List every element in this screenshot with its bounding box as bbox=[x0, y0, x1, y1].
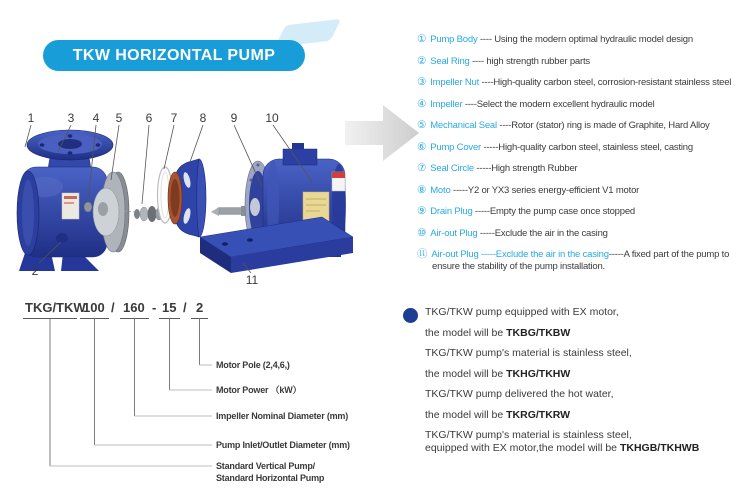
circled-number-icon: ⑧ bbox=[417, 183, 427, 196]
part-name: Seal Circle bbox=[430, 163, 474, 174]
model-code-slash2: / bbox=[183, 300, 187, 315]
nameplate bbox=[62, 193, 79, 219]
model-code-dash: - bbox=[152, 300, 157, 315]
part-name: Air-out Plug bbox=[431, 249, 479, 260]
circled-number-icon: ⑪ bbox=[417, 248, 428, 260]
part-desc: -----High-quality carbon steel, stainless steel, casting bbox=[481, 141, 693, 153]
list-item bbox=[417, 205, 755, 218]
code-drop-lines bbox=[50, 319, 200, 467]
part-desc: ----Select the modern excellent hydraulic model bbox=[462, 98, 655, 110]
variant-model-code: TKHG/TKHW bbox=[506, 367, 571, 380]
list-item bbox=[417, 141, 755, 154]
label-inlet-diam: Pump Inlet/Outlet Diameter (mm) bbox=[216, 440, 350, 450]
model-code-impeller: 160 bbox=[123, 300, 145, 315]
variant-line-prefix: the model will be bbox=[425, 367, 507, 380]
model-code-slash: / bbox=[111, 300, 115, 315]
variant-line-prefix: the model will be bbox=[425, 326, 507, 339]
parts-list bbox=[417, 33, 755, 282]
terminal-box bbox=[283, 149, 317, 165]
part-number-9: 9 bbox=[230, 111, 238, 125]
part-number-4: 4 bbox=[92, 111, 100, 125]
variant-line bbox=[425, 442, 755, 454]
circled-number-icon: ② bbox=[417, 54, 427, 67]
part-name: Mechanical Seal bbox=[430, 120, 497, 131]
model-code-inlet: 100 bbox=[83, 300, 105, 315]
part-number-8: 8 bbox=[199, 111, 207, 125]
variant-line: TKG/TKW pump delivered the hot water, bbox=[425, 388, 614, 400]
bullet-circle-icon bbox=[403, 308, 418, 323]
variant-line: TKG/TKW pump equipped with EX motor, bbox=[425, 306, 619, 318]
base-plate bbox=[200, 217, 353, 273]
part-number-6: 6 bbox=[145, 111, 153, 125]
arrow-right-icon bbox=[345, 105, 419, 161]
part-desc: ---- Using the modern optimal hydraulic model design bbox=[477, 34, 693, 45]
part-number-3: 3 bbox=[67, 111, 75, 125]
part-number-2: 2 bbox=[31, 264, 39, 278]
variant-model-code: TKHGB/TKHWB bbox=[619, 442, 700, 454]
part-desc-blue: -----Exclude the air in the casing bbox=[478, 249, 609, 260]
model-code-line bbox=[25, 300, 203, 315]
code-labels bbox=[216, 360, 350, 483]
part-number-10: 10 bbox=[265, 111, 279, 125]
list-item bbox=[417, 227, 755, 240]
motor-label-red bbox=[332, 172, 345, 191]
part-desc: -----Y2 or YX3 series energy-efficient V1 motor bbox=[450, 184, 640, 196]
page-title: TKW HORIZONTAL PUMP bbox=[72, 46, 276, 64]
circled-number-icon: ⑦ bbox=[417, 162, 427, 174]
circled-number-icon: ⑥ bbox=[417, 140, 427, 153]
list-item bbox=[417, 162, 755, 175]
variant-line-prefix: the model will be bbox=[425, 408, 507, 421]
part-name: Impeller bbox=[430, 98, 463, 110]
code-connectors bbox=[50, 365, 212, 466]
variant-line: TKG/TKW pump's material is stainless steel, bbox=[425, 429, 632, 441]
pump-exploded-diagram bbox=[15, 95, 420, 290]
model-code-prefix: TKG/TKW bbox=[25, 300, 86, 315]
part-name: Pump Body bbox=[430, 34, 478, 45]
variant-model-code: TKBG/TKBW bbox=[506, 326, 571, 339]
part-number-7: 7 bbox=[170, 111, 178, 125]
drain-plug bbox=[56, 233, 68, 243]
title-banner bbox=[43, 40, 305, 71]
list-item bbox=[417, 76, 755, 89]
model-code-pole: 2 bbox=[196, 300, 204, 315]
impeller-nut bbox=[84, 202, 92, 212]
part-name: Air-out Plug bbox=[430, 227, 478, 239]
pump-cover bbox=[168, 159, 206, 237]
label-impeller-diam: Impeller Nominal Diameter (mm) bbox=[216, 411, 349, 421]
part-desc: -----High strength Rubber bbox=[473, 163, 578, 174]
variant-line: TKG/TKW pump's material is stainless steel, bbox=[425, 347, 632, 359]
part-desc: ----Rotor (stator) ring is made of Graphite, Hard Alloy bbox=[496, 120, 710, 131]
circled-number-icon: ⑤ bbox=[417, 119, 427, 131]
variant-line bbox=[425, 327, 755, 339]
circled-number-icon: ④ bbox=[417, 97, 427, 110]
variant-model-code: TKRG/TKRW bbox=[506, 408, 571, 421]
circled-number-icon: ③ bbox=[417, 76, 427, 88]
part-name: Seal Ring bbox=[430, 55, 470, 67]
list-item bbox=[417, 33, 755, 46]
label-prefix-line2: Standard Horizontal Pump bbox=[216, 473, 325, 483]
circled-number-icon: ① bbox=[417, 33, 427, 45]
part-name: Drain Plug bbox=[430, 206, 473, 217]
variant-line-prefix: equipped with EX motor,the model will be bbox=[425, 442, 620, 454]
part-desc: ----High-quality carbon steel, corrosion-resistant stainless steel bbox=[479, 77, 732, 88]
model-variants-text bbox=[425, 306, 755, 454]
part-desc: -----Exclude the air in the casing bbox=[477, 227, 608, 239]
part-number-1: 1 bbox=[27, 111, 35, 125]
part-desc: ---- high strength rubber parts bbox=[469, 55, 590, 67]
part-name: Impeller Nut bbox=[430, 77, 480, 88]
model-variants-section bbox=[403, 306, 755, 463]
circled-number-icon: ⑩ bbox=[417, 226, 427, 239]
list-item bbox=[417, 248, 755, 273]
part-desc: -----A fixed part of the pump to ensure the stability of the pump installation. bbox=[432, 249, 730, 272]
label-prefix-line1: Standard Vertical Pump/ bbox=[216, 461, 315, 471]
variant-line bbox=[425, 368, 755, 380]
label-motor-power: Motor Power （kW） bbox=[216, 385, 302, 395]
variant-line bbox=[425, 409, 755, 421]
part-desc: -----Empty the pump case once stopped bbox=[472, 206, 635, 217]
part-number-11: 11 bbox=[245, 273, 259, 287]
circled-number-icon: ⑨ bbox=[417, 205, 427, 217]
list-item bbox=[417, 119, 755, 132]
model-code-power: 15 bbox=[162, 300, 177, 315]
list-item bbox=[417, 55, 755, 68]
part-name: Moto bbox=[430, 184, 451, 196]
part-name: Pump Cover bbox=[430, 141, 482, 153]
top-flange bbox=[27, 130, 113, 160]
list-item bbox=[417, 184, 755, 197]
model-code-diagram bbox=[20, 298, 365, 494]
part-number-5: 5 bbox=[115, 111, 123, 125]
suction-flange bbox=[17, 171, 39, 255]
motor-shaft bbox=[211, 206, 249, 216]
list-item bbox=[417, 98, 755, 111]
label-motor-pole: Motor Pole (2,4,6,) bbox=[216, 360, 290, 370]
